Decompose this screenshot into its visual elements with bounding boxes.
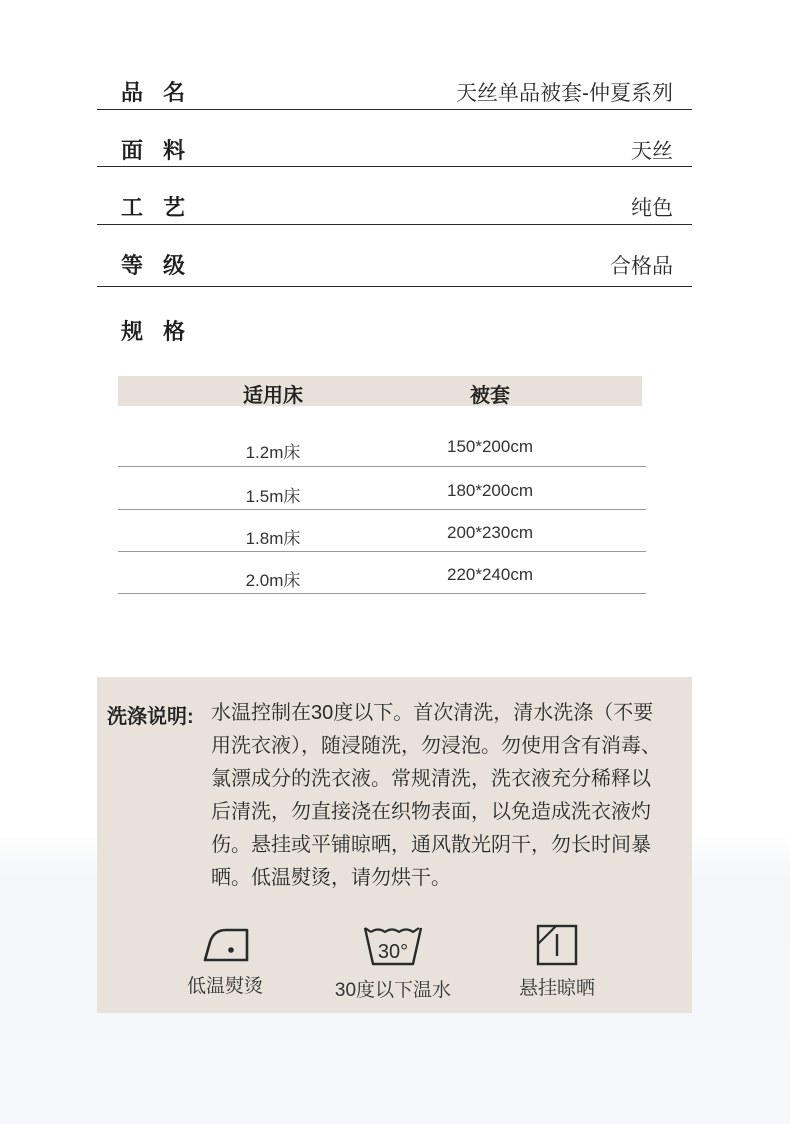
cover-size-cell: 200*230cm [446,523,534,542]
wash-temp-text: 30° [377,941,409,963]
care-item-hang [505,924,609,1000]
table-row [118,510,646,552]
cover-size-cell: 180*200cm [446,481,534,500]
spec-row-craft [97,183,692,225]
spec-key: 品名 [121,80,206,105]
care-label: 悬挂晾晒 [518,978,595,999]
care-item-iron [175,924,275,998]
bed-size-cell: 2.0m床 [245,571,301,590]
spec-row-grade [97,240,692,287]
size-table-header [118,376,642,406]
spec-value: 天丝 [631,140,673,163]
wash-label: 洗涤说明: [107,706,194,728]
spec-value: 合格品 [610,255,673,278]
spec-key: 工艺 [121,195,206,220]
size-header-bed: 适用床 [243,385,303,407]
spec-row-fabric [97,126,692,167]
size-section-title: 规格 [121,319,206,344]
spec-row-name [97,68,692,110]
table-row [118,428,646,467]
care-label: 低温熨烫 [186,976,263,997]
cover-size-cell: 220*240cm [446,565,534,584]
iron-low-icon [175,924,275,964]
wash-text: 水温控制在30度以下。首次清洗，清水洗涤（不要用洗衣液），随浸随洗，勿浸泡。勿使用含有消毒、氯漂成分的洗衣液。常规清洗，洗衣液充分稀释以后清洗，勿直接浇在织物表面，以免造成洗衣液灼伤。悬挂或平铺晾晒，通风散光阴干，勿长时间暴晒。低温熨烫，请勿烘干。 [211,702,661,889]
bed-size-cell: 1.8m床 [245,529,301,548]
hang-dry-icon [505,924,609,966]
bed-size-cell: 1.5m床 [245,487,301,506]
spec-value: 纯色 [631,197,673,220]
table-row [118,552,646,594]
spec-key: 等级 [121,253,206,278]
size-header-cover: 被套 [470,385,510,407]
table-row [118,467,646,510]
cover-size-cell: 150*200cm [446,437,534,456]
wash-instructions-panel [97,677,692,1013]
bed-size-cell: 1.2m床 [245,443,301,462]
spec-key: 面料 [121,138,206,163]
spec-value: 天丝单品被套-仲夏系列 [456,82,673,105]
care-label: 30度以下温水 [334,980,452,1001]
care-item-wash [317,924,469,1002]
wash-30-icon [317,924,469,968]
